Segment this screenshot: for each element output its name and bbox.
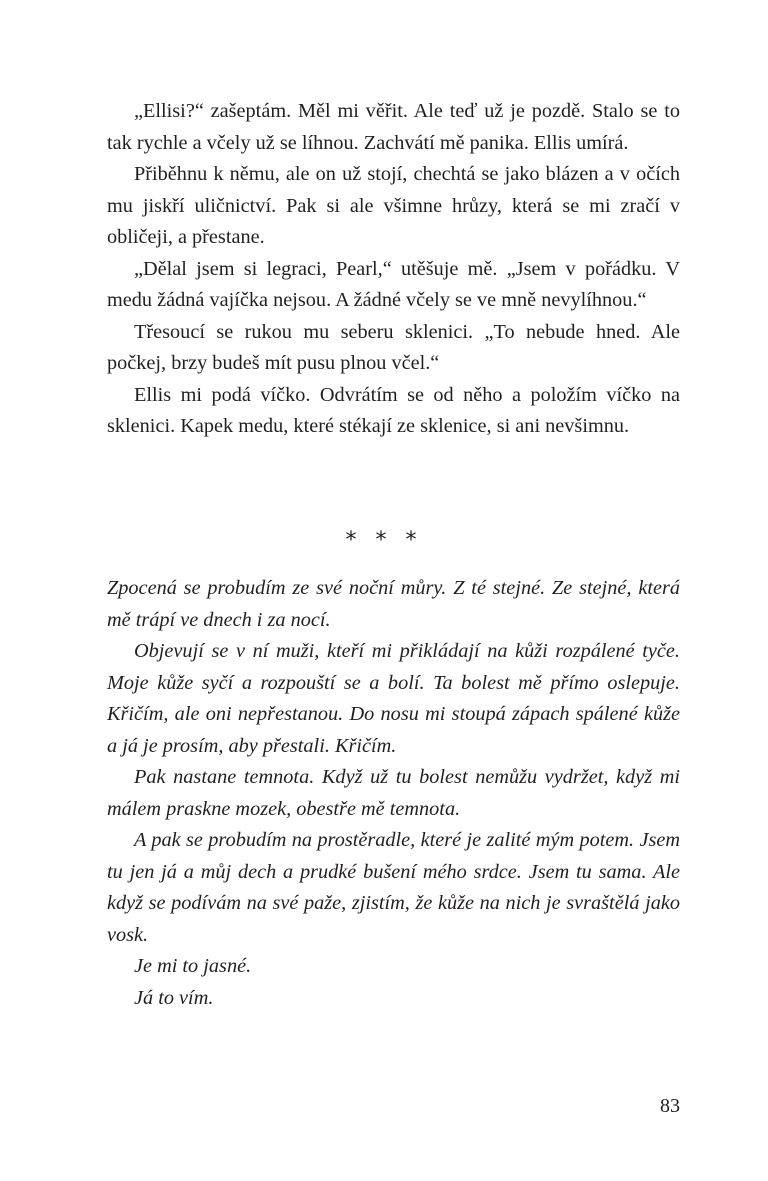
paragraph: Já to vím.: [134, 986, 214, 1009]
paragraph: „Dělal jsem si legraci, Pearl,“ utěšuje mě. „Jsem v pořádku. V medu žádná vajíčka nejsou. A žádné včely se ve mně nevylíhnou.“: [107, 257, 680, 311]
paragraph: Třesoucí se rukou mu seberu sklenici. „To nebude hned. Ale počkej, brzy budeš mít pusu plnou včel.“: [107, 320, 680, 374]
paragraph: Objevují se v ní muži, kteří mi přikládají na kůži rozpálené tyče. Moje kůže syčí a rozpouští se a bolí. Ta bolest mě přímo oslepuje. Křičím, ale oni nepřestanou. Do nosu mi stoupá zápach spálené kůže a já je prosím, aby přestali. Křičím.: [107, 640, 680, 757]
paragraph: A pak se probudím na prostěradle, které je zalité mým potem. Jsem tu jen já a můj dech a prudké bušení mého srdce. Jsem tu sama. Ale když se podívám na své paže, zjistím, že kůže na nich je svraštělá jako vosk.: [107, 829, 680, 946]
paragraph: Je mi to jasné.: [134, 955, 252, 977]
page-number: 83: [660, 1095, 680, 1117]
paragraph: „Ellisi?“ zašeptám. Měl mi věřit. Ale teď už je pozdě. Stalo se to tak rychle a včely už se líhnou. Zachvátí mě panika. Ellis umírá.: [107, 100, 680, 154]
paragraph: Ellis mi podá víčko. Odvrátím se od něho a položím víčko na sklenici. Kapek medu, které stékají ze sklenice, si ani nevšimnu.: [107, 383, 680, 437]
section-separator: ⁎ ⁎ ⁎: [345, 521, 423, 546]
paragraph: Pak nastane temnota. Když už tu bolest nemůžu vydržet, když mi málem praskne mozek, obestře mě temnota.: [107, 766, 680, 820]
main-text-lower-italic: [107, 573, 680, 1014]
paragraph: Přiběhnu k němu, ale on už stojí, chechtá se jako blázen a v očích mu jiskří uličnictví. Pak si ale všimne hrůzy, která se mi zračí v obličeji, a přestane.: [107, 163, 680, 248]
main-text-upper: [107, 96, 680, 443]
paragraph: Zpocená se probudím ze své noční můry. Z té stejné. Ze stejné, která mě trápí ve dnech i za nocí.: [107, 577, 680, 631]
